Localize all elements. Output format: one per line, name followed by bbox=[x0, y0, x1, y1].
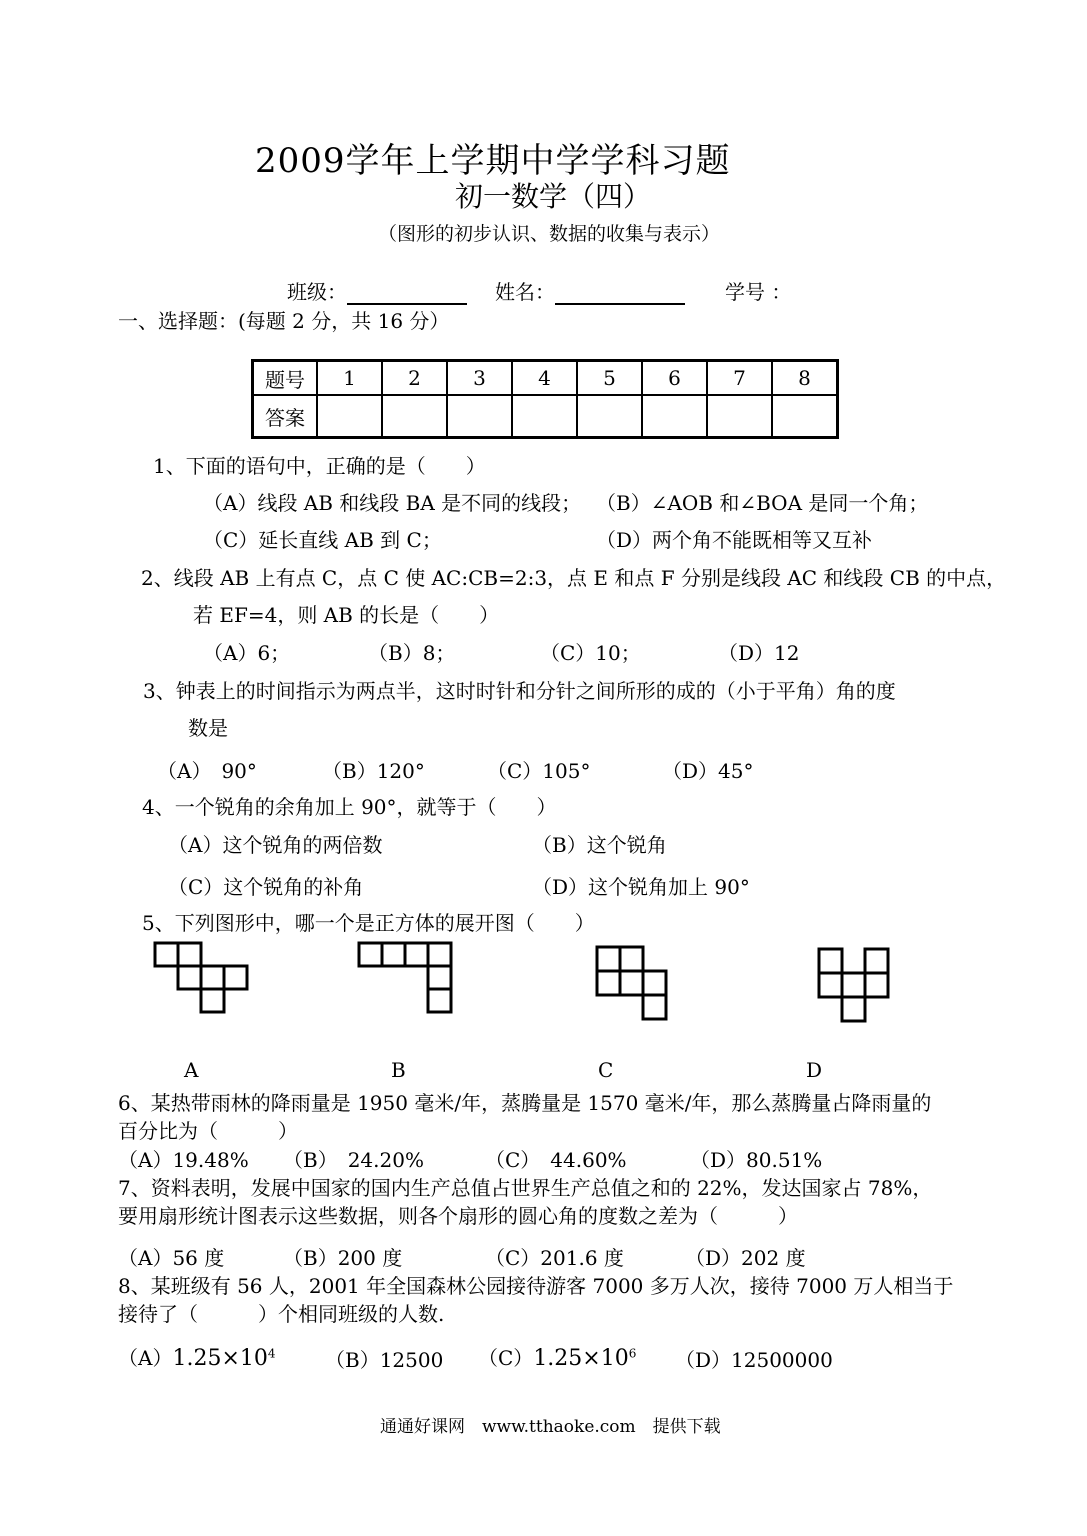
answer-cell[interactable] bbox=[447, 395, 512, 438]
cube-net-d bbox=[817, 947, 891, 1025]
question-number: 2 bbox=[382, 361, 447, 396]
answer-cell[interactable] bbox=[772, 395, 838, 438]
q6-stem-line1: 6、某热带雨林的降雨量是 1950 毫米/年，蒸腾量是 1570 毫米/年，那么蒸腾量占降雨量的 bbox=[118, 1091, 932, 1115]
class-blank[interactable] bbox=[347, 283, 467, 305]
q8-option-a-value: 1.25×10 bbox=[172, 1346, 268, 1371]
q3-option-c: （C）105° bbox=[487, 759, 591, 783]
answer-header: 答案 bbox=[253, 395, 318, 438]
q5-stem: 5、下列图形中，哪一个是正方体的展开图（ ） bbox=[142, 911, 595, 935]
q3-option-b: （B）120° bbox=[322, 759, 425, 783]
answer-cell[interactable] bbox=[512, 395, 577, 438]
cube-net-b bbox=[357, 941, 453, 1017]
q3-stem-line2: 数是 bbox=[188, 716, 228, 740]
q4-stem: 4、一个锐角的余角加上 90°，就等于（ ） bbox=[142, 795, 557, 819]
question-number: 8 bbox=[772, 361, 838, 396]
question-number: 7 bbox=[707, 361, 772, 396]
exam-scope: （图形的初步认识、数据的收集与表示） bbox=[378, 223, 721, 245]
q3-option-a: （A） 90° bbox=[157, 759, 257, 783]
q7-option-d: （D）202 度 bbox=[685, 1246, 806, 1270]
page-footer: 通通好课网 www.tthaoke.com 提供下载 bbox=[380, 1417, 721, 1437]
name-label: 姓名： bbox=[495, 280, 555, 304]
q8-option-b: （B）12500 bbox=[325, 1348, 444, 1372]
q4-option-d: （D）这个锐角加上 90° bbox=[532, 875, 750, 899]
question-number: 3 bbox=[447, 361, 512, 396]
q7-option-b: （B）200 度 bbox=[283, 1246, 403, 1270]
question-number: 4 bbox=[512, 361, 577, 396]
answer-cell[interactable] bbox=[642, 395, 707, 438]
answer-cell[interactable] bbox=[317, 395, 382, 438]
q2-option-b: （B）8； bbox=[368, 641, 456, 665]
q2-stem-line2: 若 EF=4，则 AB 的长是（ ） bbox=[193, 603, 500, 627]
class-field bbox=[287, 276, 467, 305]
q3-option-d: （D）45° bbox=[662, 759, 754, 783]
q2-option-d: （D）12 bbox=[718, 641, 800, 665]
q1-option-b: （B）∠AOB 和∠BOA 是同一个角； bbox=[596, 491, 929, 515]
q8-option-c-value: 1.25×10 bbox=[533, 1346, 629, 1371]
q1-stem: 1、下面的语句中，正确的是（ ） bbox=[153, 454, 486, 478]
q2-option-a: （A）6； bbox=[203, 641, 291, 665]
q4-option-c: （C）这个锐角的补角 bbox=[168, 875, 364, 899]
name-field bbox=[495, 276, 685, 305]
cube-net-c bbox=[595, 945, 669, 1023]
q7-stem-line2: 要用扇形统计图表示这些数据，则各个扇形的圆心角的度数之差为（ ） bbox=[118, 1204, 798, 1228]
cube-net-label-d: D bbox=[806, 1058, 823, 1082]
q1-option-a: （A）线段 AB 和线段 BA 是不同的线段； bbox=[203, 491, 582, 515]
exam-subtitle: 初一数学（四） bbox=[455, 180, 652, 213]
q6-option-b: （B） 24.20% bbox=[283, 1148, 424, 1172]
q6-option-d: （D）80.51% bbox=[690, 1148, 823, 1172]
cube-net-label-c: C bbox=[598, 1058, 614, 1082]
q8-stem-line2: 接待了（ ）个相同班级的人数. bbox=[118, 1302, 445, 1326]
q8-option-a-prefix: （A） bbox=[118, 1346, 173, 1370]
cube-net-label-a: A bbox=[184, 1058, 199, 1082]
q8-option-d: （D）12500000 bbox=[675, 1348, 833, 1372]
exam-title: 2009学年上学期中学学科习题 bbox=[255, 141, 731, 181]
q8-option-c bbox=[478, 1342, 636, 1371]
q7-option-c: （C）201.6 度 bbox=[485, 1246, 624, 1270]
q1-option-c: （C）延长直线 AB 到 C； bbox=[203, 528, 442, 552]
q4-option-a: （A）这个锐角的两倍数 bbox=[168, 833, 383, 857]
table-row bbox=[253, 395, 838, 438]
q2-option-c: （C）10； bbox=[540, 641, 641, 665]
class-label: 班级： bbox=[287, 280, 347, 304]
table-row bbox=[253, 361, 838, 396]
answer-cell[interactable] bbox=[577, 395, 642, 438]
q7-option-a: （A）56 度 bbox=[118, 1246, 225, 1270]
q1-option-d: （D）两个角不能既相等又互补 bbox=[596, 528, 873, 552]
cube-net-label-b: B bbox=[391, 1058, 406, 1082]
question-number: 6 bbox=[642, 361, 707, 396]
student-number-label: 学号 ： bbox=[725, 280, 792, 304]
question-number: 5 bbox=[577, 361, 642, 396]
q8-option-a-exponent: 4 bbox=[267, 1346, 276, 1361]
question-number: 1 bbox=[317, 361, 382, 396]
name-blank[interactable] bbox=[555, 283, 685, 305]
q6-option-c: （C） 44.60% bbox=[485, 1148, 627, 1172]
cube-net-a bbox=[153, 941, 249, 1017]
q3-stem-line1: 3、钟表上的时间指示为两点半，这时时针和分针之间所形的成的（小于平角）角的度 bbox=[143, 679, 896, 703]
q2-stem-line1: 2、线段 AB 上有点 C，点 C 使 AC:CB=2:3，点 E 和点 F 分别是线段 AC 和线段 CB 的中点， bbox=[141, 566, 1007, 590]
q4-option-b: （B）这个锐角 bbox=[532, 833, 667, 857]
q7-stem-line1: 7、资料表明，发展中国家的国内生产总值占世界生产总值之和的 22%，发达国家占 78%， bbox=[118, 1176, 933, 1200]
answer-cell[interactable] bbox=[707, 395, 772, 438]
q8-option-c-exponent: 6 bbox=[628, 1346, 637, 1361]
q6-option-a: （A）19.48% bbox=[118, 1148, 249, 1172]
q8-option-a bbox=[118, 1342, 276, 1371]
q8-option-c-prefix: （C） bbox=[478, 1346, 534, 1370]
question-number-header: 题号 bbox=[253, 361, 318, 396]
q8-stem-line1: 8、某班级有 56 人，2001 年全国森林公园接待游客 7000 多万人次，接待 7000 万人相当于 bbox=[118, 1274, 954, 1298]
section-heading: 一、选择题：(每题 2 分，共 16 分） bbox=[118, 309, 450, 333]
answer-cell[interactable] bbox=[382, 395, 447, 438]
answer-table bbox=[251, 359, 839, 439]
q6-stem-line2: 百分比为（ ） bbox=[118, 1119, 298, 1143]
